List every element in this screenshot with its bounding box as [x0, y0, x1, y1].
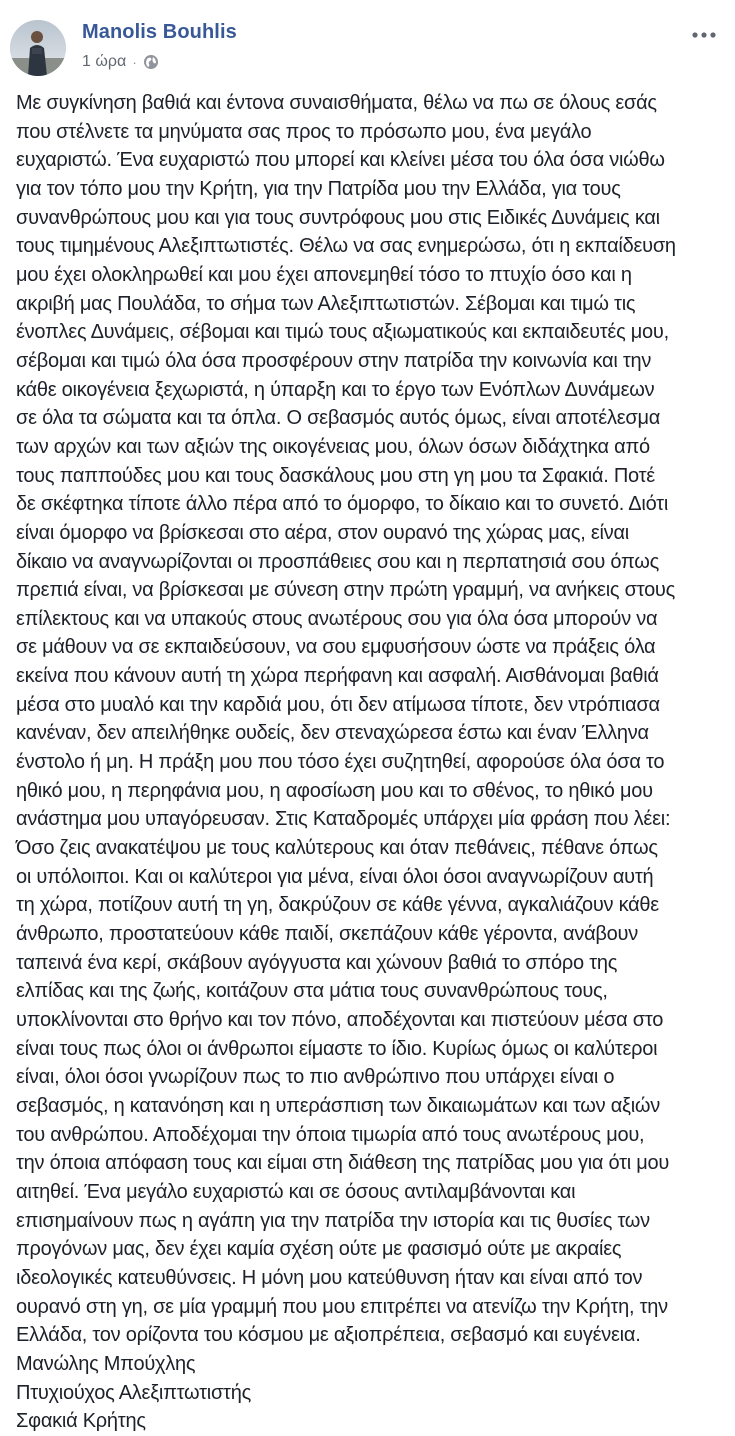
- avatar-photo: [10, 20, 66, 76]
- globe-icon[interactable]: [143, 54, 159, 70]
- post-timestamp[interactable]: 1 ώρα: [82, 53, 127, 70]
- author-avatar[interactable]: [10, 20, 66, 76]
- author-name[interactable]: Manolis Bouhlis: [82, 21, 237, 43]
- more-options-button[interactable]: [687, 24, 721, 46]
- post-meta: [82, 53, 159, 71]
- post-header: [10, 14, 725, 74]
- meta-separator: ·: [132, 54, 137, 70]
- post-body-text: Με συγκίνηση βαθιά και έντονα συναισθήματα, θέλω να πω σε όλους εσάς που στέλνετε τα μηνύματα σας προς το πρόσωπο μου, ένα μεγάλο ευχαριστώ. Ένα ευχαριστώ που μπορεί και κλείνει μέσα του όλα όσα νιώθω για τον τόπο μου την Κρήτη, για την Πατρίδα μου την Ελλάδα, για τους συνανθρώπους μου και για τους συντρόφους μου στις Ειδικές Δυνάμεις και τους τιμημένους Αλεξιπτωτιστές. Θέλω να σας ενημερώσω, ότι η εκπαίδευση μου έχει ολοκληρωθεί και μου έχει απονεμηθεί τόσο το πτυχίο όσο και η ακριβή μας Πουλάδα, το σήμα των Αλεξιπτωτιστών. Σέβομαι και τιμώ τις ένοπλες Δυνάμεις, σέβομαι και τιμώ τους αξιωματικούς και εκπαιδευτές μου, σέβομαι και τιμώ όλα όσα προσφέρουν στην πατρίδα την κοινωνία και την κάθε οικογένεια ξεχωριστά, η ύπαρξη και το έργο των Ενόπλων Δυνάμεων σε όλα τα σώματα και τα όπλα. Ο σεβασμός αυτός όμως, είναι αποτέλεσμα των αρχών και των αξιών της οικογένειας μου, όλων όσων διδάχτηκα από τους παππούδες μου και τους δασκάλους μου στη γη μου τα Σφακιά. Ποτέ δε σκέφτηκα τίποτε άλλο πέρα από το όμορφο, το δίκαιο και το συνετό. Διότι είναι όμορφο να βρίσκεσαι στο αέρα, στον ουρανό της χώρας μας, είναι δίκαιο να αναγνωρίζονται οι προσπάθειες σου και η περπατησιά σου όπως πρεπιά είναι, να βρίσκεσαι με σύνεση στην πρώτη γραμμή, να ανήκεις στους επίλεκτους και να υπακούς στους ανωτέρους σου για όλα όσα μπορούν να σε μάθουν να σε εκπαιδεύσουν, να σου εμφυσήσουν ώστε να πράξεις όλα εκείνα που κάνουν αυτή τη χώρα περήφανη και ασφαλή. Αισθάνομαι βαθιά μέσα στο μυαλό και την καρδιά μου, ότι δεν ατίμωσα τίποτε, δεν ντρόπιασα κανέναν, δεν απειλήθηκε ουδείς, δεν στεναχώρεσα έστω και έναν Έλληνα ένστολο ή μη. Η πράξη μου που τόσο έχει συζητηθεί, αφορούσε όλα όσα το ηθικό μου, η περηφάνια μου, η αφοσίωση μου και το σθένος, το ηθικό μου ανάστημα μου υπαγόρευσαν. Στις Καταδρομές υπάρχει μία φράση που λέει: Όσο ζεις ανακατέψου με τους καλύτερους και όταν πεθάνεις, πέθανε όπως οι υπόλοιποι. Και οι καλύτεροι για μένα, είναι όλοι όσοι αναγνωρίζουν αυτή τη χώρα, ποτίζουν αυτή τη γη, δακρύζουν σε κάθε γέννα, αγκαλιάζουν κάθε άνθρωπο, προστατεύουν κάθε παιδί, σκεπάζουν κάθε γέροντα, ανάβουν ταπεινά ένα κερί, σκάβουν αγόγγυστα και χώνουν βαθιά το σπόρο της ελπίδας και της ζωής, κοιτάζουν στα μάτια τους συνανθρώπους τους, υποκλίνονται στο θρήνο και τον πόνο, αποδέχονται και πιστεύουν μέσα στο είναι τους πως όλοι οι άνθρωποι είμαστε το ίδιο. Κυρίως όμως οι καλύτεροι είναι, όλοι όσοι γνωρίζουν πως το πιο ανθρώπινο που υπάρχει είναι ο σεβασμός, η κατανόηση και η υπεράσπιση των δικαιωμάτων και των αξιών του ανθρώπου. Αποδέχομαι την όποια τιμωρία από τους ανωτέρους μου, την όποια απόφαση τους και είμαι στη διάθεση της πατρίδας μου για ότι μου αιτηθεί. Ένα μεγάλο ευχαριστώ και σε όσους αντιλαμβάνονται και επισημαίνουν πως η αγάπη για την πατρίδα την ιστορία και τις θυσίες των προγόνων μας, δεν έχει καμία σχέση ούτε με φασισμό ούτε με ακραίες ιδεολογικές κατευθύνσεις. Η μόνη μου κατεύθυνση ήταν και είναι από τον ουρανό στη γη, σε μία γραμμή που μου επιτρέπει να ατενίζω την Κρήτη, την Ελλάδα, τον ορίζοντα του κόσμου με αξιοπρέπεια, σεβασμό και ευγένεια. Μανώλης Μπούχλης Πτυχιούχος Αλεξιπτωτιστής Σφακιά Κρήτης: [16, 92, 676, 1433]
- more-options-icon: [692, 32, 716, 38]
